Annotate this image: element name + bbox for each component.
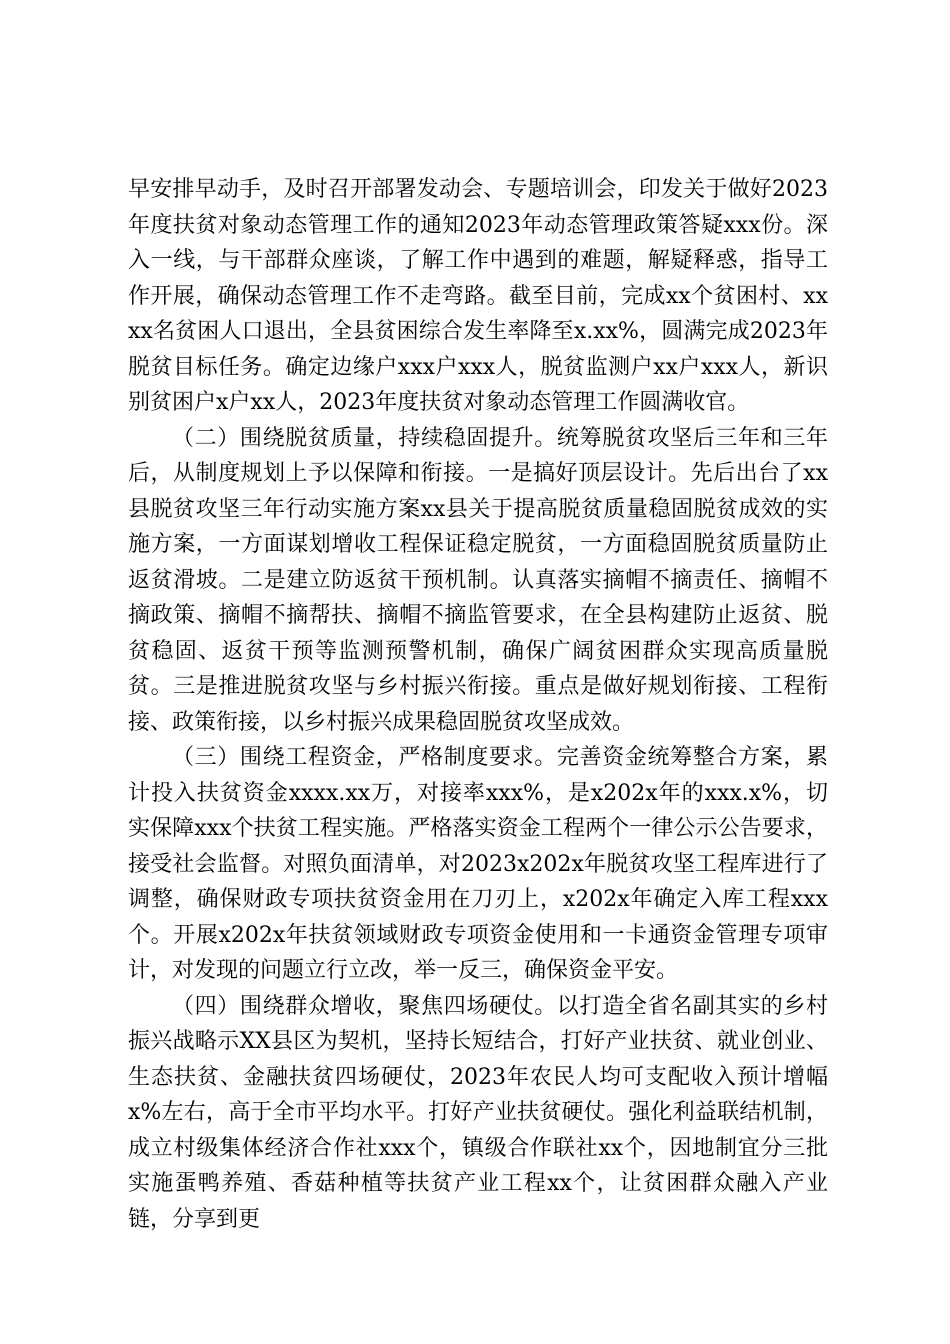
paragraph-section-3: （三）围绕工程资金，严格制度要求。完善资金统筹整合方案，累计投入扶贫资金xxxx.xx万，对接率xxx%，是x202x年的xxx.x%，切实保障xxx个扶贫工程实施。严格落实资金工程两个一律公示公告要求，接受社会监督。对照负面清单，对2023x202x年脱贫攻坚工程库进行了调整，确保财政专项扶贫资金用在刀刃上，x202x年确定入库工程xxx个。开展x202x年扶贫领域财政专项资金使用和一卡通资金管理专项审计，对发现的问题立行立改，举一反三，确保资金平安。 xyxy=(128,745,828,983)
paragraph-continued: 早安排早动手，及时召开部署发动会、专题培训会，印发关于做好2023年度扶贫对象动态管理工作的通知2023年动态管理政策答疑xxx份。深入一线，与干部群众座谈，了解工作中遇到的难题，解疑释惑，指导工作开展，确保动态管理工作不走弯路。截至目前，完成xx个贫困村、xxxx名贫困人口退出，全县贫困综合发生率降至x.xx%，圆满完成2023年脱贫目标任务。确定边缘户xxx户xxx人，脱贫监测户xx户xxx人，新识别贫困户x户xx人，2023年度扶贫对象动态管理工作圆满收官。 xyxy=(128,177,828,415)
paragraph-section-2: （二）围绕脱贫质量，持续稳固提升。统筹脱贫攻坚后三年和三年后，从制度规划上予以保障和衔接。一是搞好顶层设计。先后出台了xx县脱贫攻坚三年行动实施方案xx县关于提高脱贫质量稳固脱贫成效的实施方案，一方面谋划增收工程保证稳定脱贫，一方面稳固脱贫质量防止返贫滑坡。二是建立防返贫干预机制。认真落实摘帽不摘责任、摘帽不摘政策、摘帽不摘帮扶、摘帽不摘监管要求，在全县构建防止返贫、脱贫稳固、返贫干预等监测预警机制，确保广阔贫困群众实现高质量脱贫。三是推进脱贫攻坚与乡村振兴衔接。重点是做好规划衔接、工程衔接、政策衔接，以乡村振兴成果稳固脱贫攻坚成效。 xyxy=(128,425,828,735)
paragraph-section-4: （四）围绕群众增收，聚焦四场硬仗。以打造全省名副其实的乡村振兴战略示XX县区为契机，坚持长短结合，打好产业扶贫、就业创业、生态扶贫、金融扶贫四场硬仗，2023年农民人均可支配收入预计增幅x%左右，高于全市平均水平。打好产业扶贫硬仗。强化利益联结机制，成立村级集体经济合作社xxx个，镇级合作联社xx个，因地制宜分三批实施蛋鸭养殖、香菇种植等扶贫产业工程xx个，让贫困群众融入产业链，分享到更 xyxy=(128,993,828,1232)
document-body xyxy=(128,172,828,1237)
